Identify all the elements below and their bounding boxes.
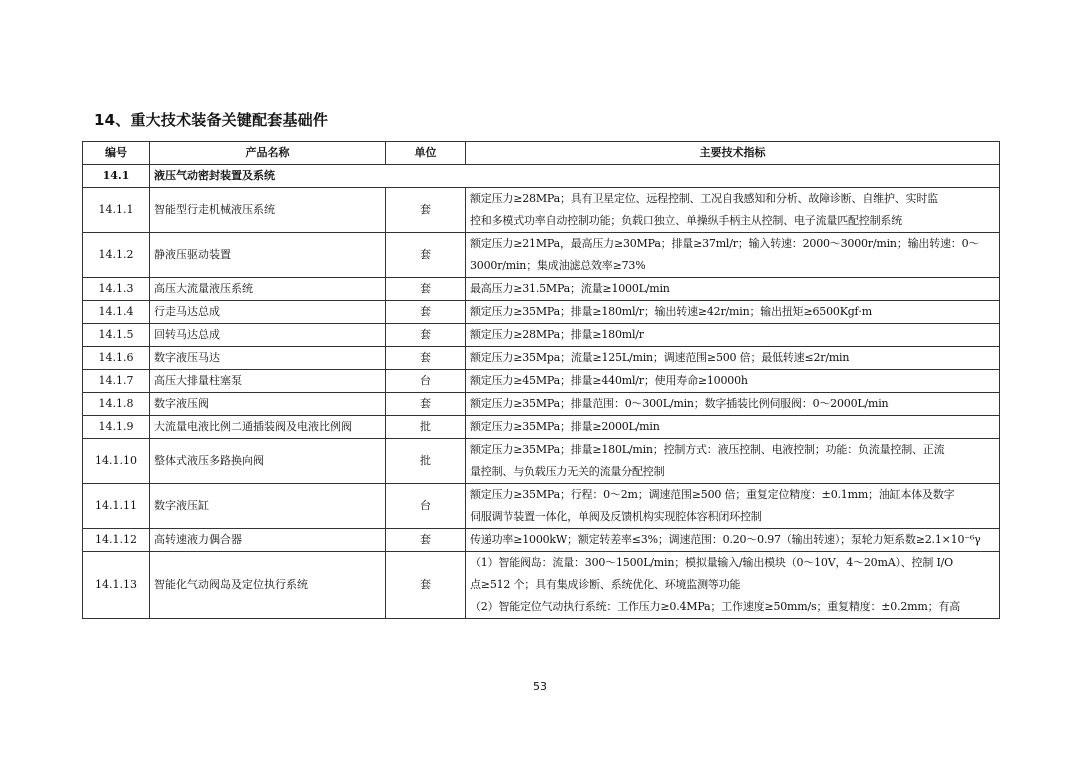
header-main-spec: 主要技术指标 — [466, 142, 1000, 165]
spec-cell — [466, 301, 1000, 324]
spec-cell — [466, 393, 1000, 416]
section-title: 液压气动密封装置及系统 — [150, 165, 1000, 188]
product-name: 智能化气动阀岛及定位执行系统 — [150, 552, 386, 619]
product-name: 整体式液压多路换向阀 — [150, 439, 386, 484]
row-number: 14.1.1 — [83, 188, 150, 233]
row-number: 14.1.11 — [83, 484, 150, 529]
table-row — [83, 416, 1000, 439]
row-number: 14.1.7 — [83, 370, 150, 393]
spec-cell — [466, 233, 1000, 278]
spec-cell — [466, 188, 1000, 233]
section-row — [83, 165, 1000, 188]
product-name: 数字液压马达 — [150, 347, 386, 370]
unit: 套 — [386, 552, 466, 619]
product-name: 高压大流量液压系统 — [150, 278, 386, 301]
product-name: 行走马达总成 — [150, 301, 386, 324]
table-row — [83, 529, 1000, 552]
spec-line: （2）智能定位气动执行系统：工作压力≥0.4MPa；工作速度≥50mm/s；重复精度：±0.2mm；有高 — [470, 600, 961, 613]
row-number: 14.1.8 — [83, 393, 150, 416]
row-number: 14.1.9 — [83, 416, 150, 439]
spec-line: 额定压力≥35MPa；排量范围：0～300L/min；数字插装比例伺服阀：0～2000L/min — [470, 397, 889, 410]
product-name: 回转马达总成 — [150, 324, 386, 347]
page-heading: 14、重大技术装备关键配套基础件 — [94, 111, 329, 129]
table-header-row — [83, 142, 1000, 165]
row-number: 14.1.6 — [83, 347, 150, 370]
spec-line: 额定压力≥35MPa；排量≥180L/min；控制方式：液压控制、电液控制；功能：负流量控制、正流 — [470, 443, 945, 456]
spec-line: （1）智能阀岛：流量：300～1500L/min；模拟量输入/输出模块（0～10V，4～20mA）、控制 I/O — [470, 556, 953, 569]
spec-cell — [466, 552, 1000, 619]
table-row — [83, 347, 1000, 370]
product-name: 数字液压阀 — [150, 393, 386, 416]
header-unit: 单位 — [386, 142, 466, 165]
row-number: 14.1.2 — [83, 233, 150, 278]
spec-line: 控和多模式功率自动控制功能；负载口独立、单操纵手柄主从控制、电子流量匹配控制系统 — [470, 214, 902, 227]
spec-line: 额定压力≥35MPa；排量≥2000L/min — [470, 420, 660, 433]
unit: 套 — [386, 347, 466, 370]
section-number: 14.1 — [83, 165, 150, 188]
table-row — [83, 552, 1000, 619]
spec-line: 额定压力≥35MPa；行程：0～2m；调速范围≥500 倍；重复定位精度：±0.1mm；油缸本体及数字 — [470, 488, 955, 501]
spec-cell — [466, 324, 1000, 347]
spec-line: 伺服调节装置一体化，单阀及反馈机构实现腔体容积闭环控制 — [470, 510, 762, 523]
table-row — [83, 188, 1000, 233]
header-number: 编号 — [83, 142, 150, 165]
spec-cell — [466, 439, 1000, 484]
spec-line: 额定压力≥28MPa；具有卫星定位、远程控制、工况自我感知和分析、故障诊断、自维护、实时监 — [470, 192, 938, 205]
header-product-name: 产品名称 — [150, 142, 386, 165]
table-row — [83, 393, 1000, 416]
product-name: 高压大排量柱塞泵 — [150, 370, 386, 393]
row-number: 14.1.3 — [83, 278, 150, 301]
unit: 套 — [386, 233, 466, 278]
spec-cell — [466, 278, 1000, 301]
row-number: 14.1.10 — [83, 439, 150, 484]
product-name: 智能型行走机械液压系统 — [150, 188, 386, 233]
product-name: 高转速液力偶合器 — [150, 529, 386, 552]
unit: 套 — [386, 188, 466, 233]
page-number: 53 — [533, 680, 547, 693]
unit: 套 — [386, 529, 466, 552]
spec-line: 额定压力≥45MPa；排量≥440ml/r；使用寿命≥10000h — [470, 374, 748, 387]
spec-line: 额定压力≥35MPa；排量≥180ml/r；输出转速≥42r/min；输出扭矩≥6500Kgf·m — [470, 305, 872, 318]
table-row — [83, 484, 1000, 529]
unit: 台 — [386, 484, 466, 529]
row-number: 14.1.5 — [83, 324, 150, 347]
unit: 批 — [386, 416, 466, 439]
spec-line: 量控制、与负载压力无关的流量分配控制 — [470, 465, 665, 478]
table-body — [83, 165, 1000, 619]
unit: 套 — [386, 393, 466, 416]
product-name: 大流量电液比例二通插装阀及电液比例阀 — [150, 416, 386, 439]
spec-line: 额定压力≥28MPa；排量≥180ml/r — [470, 328, 644, 341]
table-row — [83, 324, 1000, 347]
table-row — [83, 278, 1000, 301]
row-number: 14.1.4 — [83, 301, 150, 324]
row-number: 14.1.13 — [83, 552, 150, 619]
row-number: 14.1.12 — [83, 529, 150, 552]
table-row — [83, 233, 1000, 278]
unit: 套 — [386, 301, 466, 324]
unit: 批 — [386, 439, 466, 484]
product-name: 静液压驱动装置 — [150, 233, 386, 278]
spec-table — [82, 141, 1000, 619]
table-row — [83, 370, 1000, 393]
spec-line: 传递功率≥1000kW；额定转差率≤3%；调速范围：0.20～0.97（输出转速）；泵轮力矩系数≥2.1×10⁻⁶γ — [470, 533, 981, 546]
unit: 套 — [386, 278, 466, 301]
product-name: 数字液压缸 — [150, 484, 386, 529]
spec-line: 3000r/min；集成油滤总效率≥73% — [470, 259, 646, 272]
spec-cell — [466, 484, 1000, 529]
spec-line: 最高压力≥31.5MPa；流量≥1000L/min — [470, 282, 670, 295]
spec-line: 额定压力≥21MPa，最高压力≥30MPa；排量≥37ml/r；输入转速：2000～3000r/min；输出转速：0～ — [470, 237, 980, 250]
table-row — [83, 301, 1000, 324]
unit: 台 — [386, 370, 466, 393]
spec-line: 点≥512 个；具有集成诊断、系统优化、环境监测等功能 — [470, 578, 741, 591]
unit: 套 — [386, 324, 466, 347]
spec-cell — [466, 370, 1000, 393]
table-row — [83, 439, 1000, 484]
spec-cell — [466, 347, 1000, 370]
spec-cell — [466, 416, 1000, 439]
spec-line: 额定压力≥35Mpa；流量≥125L/min；调速范围≥500 倍；最低转速≤2r/min — [470, 351, 850, 364]
spec-cell — [466, 529, 1000, 552]
